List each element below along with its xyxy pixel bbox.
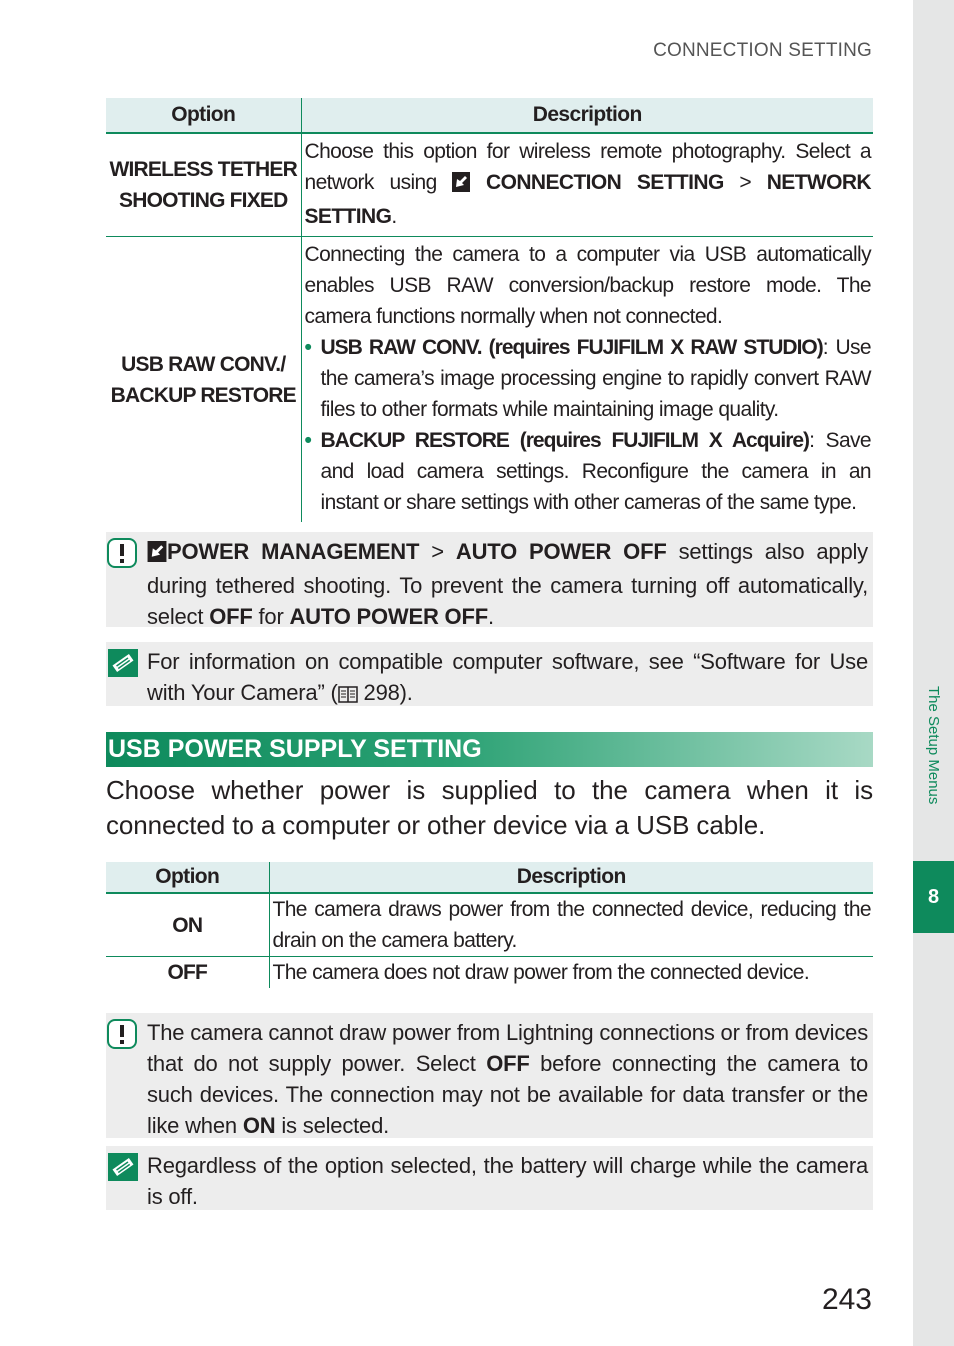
caution-icon: [107, 538, 137, 568]
separator: >: [419, 539, 456, 564]
option-name-line: BACKUP RESTORE: [110, 383, 296, 407]
option-value: OFF: [486, 1051, 530, 1076]
caution-text: The camera cannot draw power from Lightning connections or from devices that do not supply power. Select: [147, 1020, 868, 1076]
option-name-line: USB RAW CONV./: [121, 352, 286, 376]
sidebar: [913, 0, 954, 1346]
option-name: ON: [106, 893, 269, 957]
page-reference: 298: [357, 680, 400, 705]
bullet-icon: •: [304, 336, 312, 359]
option-name: OFF: [106, 957, 269, 989]
setup-wrench-icon: [147, 539, 167, 570]
chapter-label: [913, 686, 954, 856]
column-header-option: Option: [106, 862, 269, 893]
punctuation: ).: [399, 680, 413, 705]
column-header-description: Description: [301, 98, 873, 133]
column-header-option: Option: [106, 98, 301, 133]
caution-box: [106, 532, 873, 627]
option-name-line: SHOOTING FIXED: [119, 189, 288, 212]
separator: >: [723, 171, 767, 194]
bullet-label: USB RAW CONV. (requires FUJIFILM X RAW STUDIO): [320, 336, 823, 359]
book-icon: [338, 680, 358, 711]
menu-name: NETWORK SETTING: [304, 171, 871, 228]
table-row: [106, 893, 873, 957]
caution-text: is selected.: [275, 1113, 390, 1138]
options-table-connection: [106, 98, 873, 522]
menu-name: AUTO POWER OFF: [289, 604, 488, 629]
menu-name: CONNECTION SETTING: [486, 171, 724, 194]
punctuation: .: [487, 604, 494, 629]
table-header-row: [106, 862, 873, 893]
menu-name: AUTO POWER OFF: [455, 539, 667, 564]
option-description: The camera draws power from the connected device, reducing the drain on the camera battery.: [269, 893, 873, 957]
note-text: For information on compatible computer software, see “Software for Use with Your Camera” (: [147, 649, 868, 705]
menu-name: POWER MANAGEMENT: [167, 539, 420, 564]
table-row: [106, 133, 873, 237]
caution-text: before connecting the camera to such devices. The connection may not be available for data transfer or the like when: [147, 1051, 868, 1138]
page-number: 243: [821, 1283, 872, 1316]
option-value: ON: [242, 1113, 276, 1138]
punctuation: .: [391, 205, 397, 228]
list-item: [305, 332, 872, 425]
note-box: [106, 1146, 873, 1210]
column-header-description: Description: [269, 862, 873, 893]
description-text: Connecting the camera to a computer via USB automatically enables USB RAW conversion/backup restore mode. The camera functions normally when not connected.: [304, 243, 871, 328]
caution-icon: [107, 1019, 137, 1049]
option-description: [301, 237, 873, 523]
option-name-line: WIRELESS TETHER: [109, 158, 297, 181]
option-description: The camera does not draw power from the connected device.: [272, 961, 810, 984]
bullet-text: : Save and load camera settings. Reconfigure the camera in an instant or share settings with other cameras of the same type.: [320, 429, 872, 514]
option-name: [106, 237, 301, 523]
note-icon: [107, 648, 137, 678]
note-text: Regardless of the option selected, the battery will charge while the camera is off.: [147, 1153, 868, 1209]
bullet-label: BACKUP RESTORE (requires FUJIFILM X Acquire): [320, 429, 810, 452]
bullet-list: [305, 332, 872, 518]
bullet-icon: •: [304, 429, 312, 452]
running-header: CONNECTION SETTING: [653, 40, 872, 61]
table-header-row: [106, 98, 873, 133]
list-item: [305, 425, 872, 518]
section-intro: Choose whether power is supplied to the camera when it is connected to a computer or other device via a USB cable.: [106, 775, 873, 840]
bullet-text: : Use the camera’s image processing engine to rapidly convert RAW files to other formats while maintaining image quality.: [320, 336, 872, 421]
option-description: [301, 133, 873, 237]
note-icon: [107, 1152, 137, 1182]
setup-wrench-icon: [452, 170, 470, 201]
section-heading: USB POWER SUPPLY SETTING: [106, 732, 873, 767]
chapter-label-text: The Setup Menus: [925, 686, 942, 805]
table-row: [106, 237, 873, 523]
option-value: OFF: [209, 604, 253, 629]
option-name: [106, 133, 301, 237]
caution-box: [106, 1013, 873, 1138]
table-row: [106, 957, 873, 989]
caution-text: settings also apply during tethered shooting. To prevent the camera turning off automatically, select: [147, 539, 868, 629]
options-table-usb-power: [106, 862, 873, 988]
description-text: Choose this option for wireless remote photography. Select a network using: [304, 140, 871, 194]
note-box: [106, 642, 873, 706]
caution-text: for: [252, 604, 290, 629]
chapter-tab: 8: [913, 861, 954, 933]
